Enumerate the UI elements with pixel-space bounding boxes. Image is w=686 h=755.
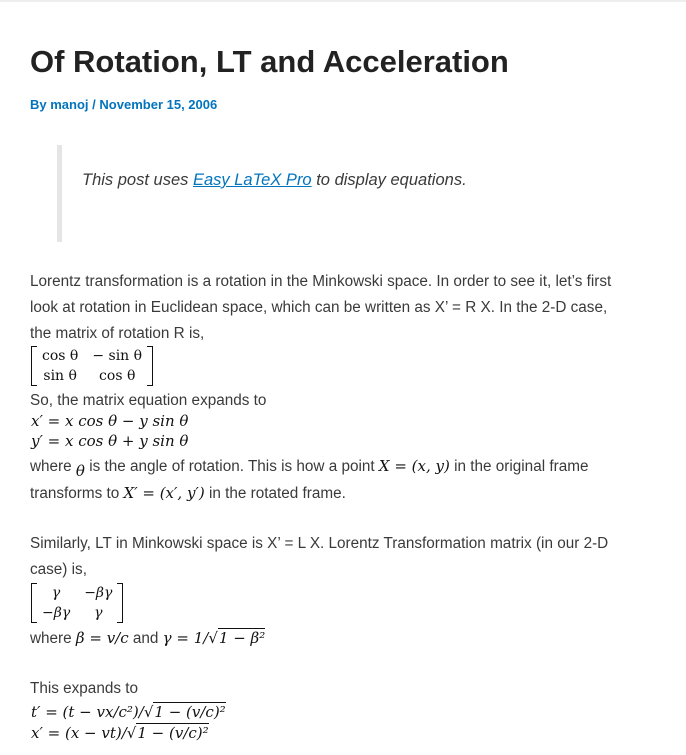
lt-matrix	[31, 583, 123, 623]
rotation-equation-y: y′ = x cos θ + y sin θ	[31, 432, 189, 450]
math-point-x-prime: X′ = (x′, y′)	[123, 484, 205, 502]
paragraph-line: look at rotation in Euclidean space, which can be written as X’ = R X. In the 2-D case,	[30, 299, 608, 316]
matrix-cell: γ	[94, 605, 103, 621]
paragraph-angle	[30, 453, 588, 507]
paragraph-line: Similarly, LT in Minkowski space is X’ = L X. Lorentz Transformation matrix (in our 2-D	[30, 535, 609, 552]
text-transforms-to: transforms to	[30, 485, 120, 502]
notice-text-before: This post uses	[82, 171, 189, 189]
matrix-cell: −βγ	[84, 585, 113, 601]
notice-text-after: to display equations.	[316, 171, 467, 189]
lt-equation-t: t′ = (t − vx/c²)/√1 − (v/c)²	[31, 703, 226, 721]
post-title: Of Rotation, LT and Acceleration	[30, 44, 509, 79]
lt-equation-x: x′ = (x − vt)/√1 − (v/c)²	[31, 724, 209, 742]
math-beta: β = v/c	[75, 629, 129, 647]
matrix-cell: cos θ	[42, 348, 79, 364]
matrix-right-bracket	[147, 346, 153, 386]
math-t-sqrt: 1 − (v/c)²	[154, 703, 226, 721]
math-theta: θ	[75, 462, 85, 480]
math-x-lhs: x′ = (x − vt)/	[31, 724, 127, 742]
math-t-lhs: t′ = (t − vx/c²)/	[31, 703, 144, 721]
matrix-cell: γ	[51, 585, 61, 601]
rotation-equation-x: x′ = x cos θ − y sin θ	[31, 412, 189, 430]
math-gamma-sqrt: 1 − β²	[218, 629, 266, 647]
text-and: and	[132, 630, 159, 647]
meta-separator: /	[92, 97, 96, 112]
math-gamma-lhs: γ = 1/	[162, 629, 209, 647]
text-angle-desc: is the angle of rotation. This is how a point	[89, 458, 375, 475]
paragraph-this-expands: This expands to	[30, 680, 138, 697]
paragraph-line: Lorentz transformation is a rotation in the Minkowski space. In order to see it, let’s first	[30, 273, 612, 290]
date-link[interactable]: November 15, 2006	[99, 97, 218, 112]
paragraph-line: case) is,	[30, 561, 87, 578]
math-x-sqrt: 1 − (v/c)²	[137, 724, 209, 742]
paragraph-line: the matrix of rotation R is,	[30, 325, 205, 342]
text-where: where	[30, 630, 72, 647]
paragraph-where-beta	[30, 625, 265, 652]
matrix-right-bracket	[117, 583, 123, 623]
header-divider	[0, 0, 686, 2]
matrix-cell: sin θ	[43, 368, 77, 384]
matrix-cell: −βγ	[42, 605, 71, 621]
meta-by-label: By	[30, 97, 47, 112]
math-gamma: γ = 1/√1 − β²	[162, 629, 266, 647]
easy-latex-pro-link[interactable]: Easy LaTeX Pro	[192, 171, 312, 189]
post-meta	[30, 96, 217, 114]
text-rotated-frame: in the rotated frame.	[208, 485, 346, 502]
author-link[interactable]: manoj	[50, 97, 89, 112]
paragraph-intro	[30, 269, 611, 347]
blockquote-bar	[57, 145, 62, 242]
math-point-x: X = (x, y)	[378, 457, 450, 475]
matrix-cell: cos θ	[99, 368, 136, 384]
paragraph-expands: So, the matrix equation expands to	[30, 392, 267, 409]
rotation-matrix	[31, 346, 153, 386]
latex-notice	[82, 168, 467, 192]
paragraph-lt	[30, 531, 608, 583]
text-where: where	[30, 458, 72, 475]
text-original-frame: in the original frame	[454, 458, 589, 475]
matrix-cell: − sin θ	[92, 348, 143, 364]
